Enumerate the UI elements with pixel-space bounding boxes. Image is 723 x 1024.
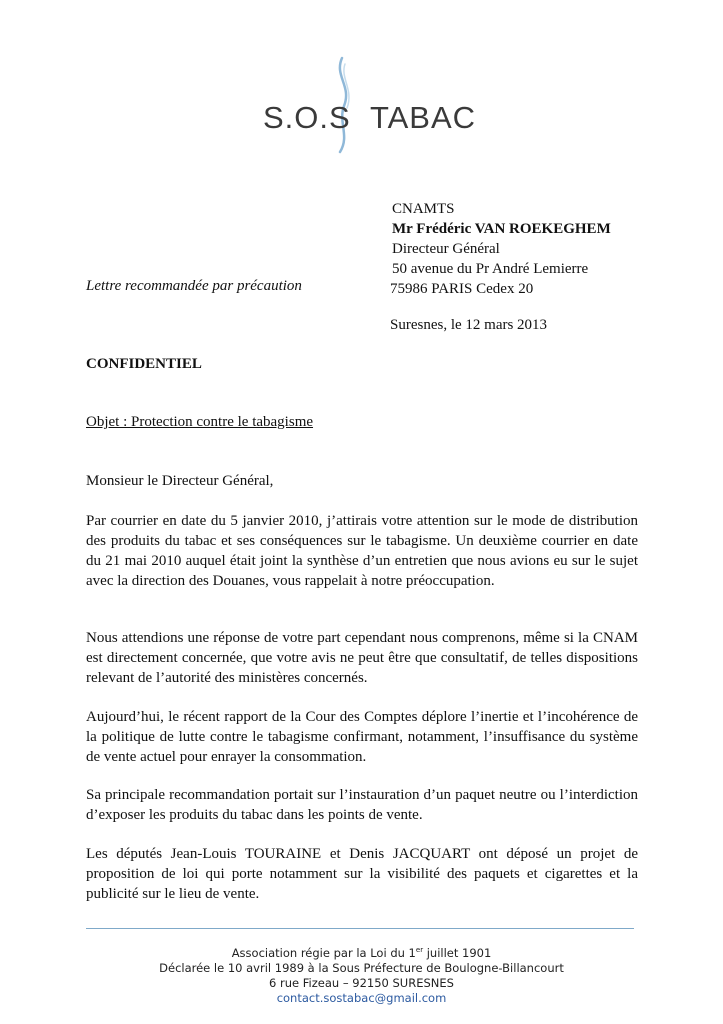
footer-line-3: 6 rue Fizeau – 92150 SURESNES bbox=[269, 975, 454, 990]
footer bbox=[0, 943, 723, 1006]
recipient-city: 75986 PARIS Cedex 20 bbox=[390, 281, 534, 297]
recipient-name: Mr Frédéric VAN ROEKEGHEM bbox=[392, 221, 611, 237]
paragraph-2: Nous attendions une réponse de votre part cependant nous comprenons, même si la CNAM est directement concernée, que votre avis ne peut être que consultatif, de telles dispositions relevant de l’autorité des ministères concernés. bbox=[86, 630, 638, 686]
recipient-title: Directeur Général bbox=[392, 241, 500, 257]
letter-subject: Objet : Protection contre le tabagisme bbox=[86, 414, 314, 430]
recipient-address bbox=[392, 199, 611, 299]
footer-line-1-sup: er bbox=[415, 946, 424, 954]
paragraph-3: Aujourd’hui, le récent rapport de la Cour des Comptes déplore l’inertie et l’incohérence de la politique de lutte contre le tabagisme confirmant, notamment, l’insuffisance du système de vente actuel pour enrayer la consommation. bbox=[86, 709, 638, 765]
footer-line-1-end: juillet 1901 bbox=[423, 945, 492, 960]
paragraph-4: Sa principale recommandation portait sur l’instauration d’un paquet neutre ou l’interdiction d’exposer les produits du tabac dans les points de vente. bbox=[86, 787, 638, 823]
registered-mail-note: Lettre recommandée par précaution bbox=[86, 278, 302, 294]
recipient-street: 50 avenue du Pr André Lemierre bbox=[392, 261, 589, 277]
logo-text-tabac: TABAC bbox=[370, 100, 477, 135]
footer-divider bbox=[86, 928, 634, 929]
footer-email-link[interactable]: contact.sostabac@gmail.com bbox=[276, 990, 447, 1005]
salutation: Monsieur le Directeur Général, bbox=[86, 473, 274, 489]
footer-line-1 bbox=[0, 943, 723, 961]
confidential-label: CONFIDENTIEL bbox=[86, 356, 202, 372]
paragraph-5: Les députés Jean-Louis TOURAINE et Denis JACQUART ont déposé un projet de proposition de loi qui porte notamment sur la visibilité des paquets et cigarettes et la publicité sur le lieu de vente. bbox=[86, 846, 638, 902]
footer-line-2: Déclarée le 10 avril 1989 à la Sous Préfecture de Boulogne-Billancourt bbox=[159, 960, 564, 975]
footer-line-1-text: Association régie par la Loi du 1 bbox=[231, 945, 416, 960]
letter-date: Suresnes, le 12 mars 2013 bbox=[390, 317, 548, 333]
paragraph-1: Par courrier en date du 5 janvier 2010, j’attirais votre attention sur le mode de distribution des produits du tabac et ses conséquences sur le tabagisme. Un deuxième courrier en date du 21 mai 2010 auquel était joint la synthèse d’un entretien que nous avions eu sur le sujet avec la direction des Douanes, vous rappelait à notre préoccupation. bbox=[86, 513, 638, 589]
logo-text-sos: S.O.S bbox=[263, 100, 351, 135]
recipient-org: CNAMTS bbox=[392, 201, 455, 217]
